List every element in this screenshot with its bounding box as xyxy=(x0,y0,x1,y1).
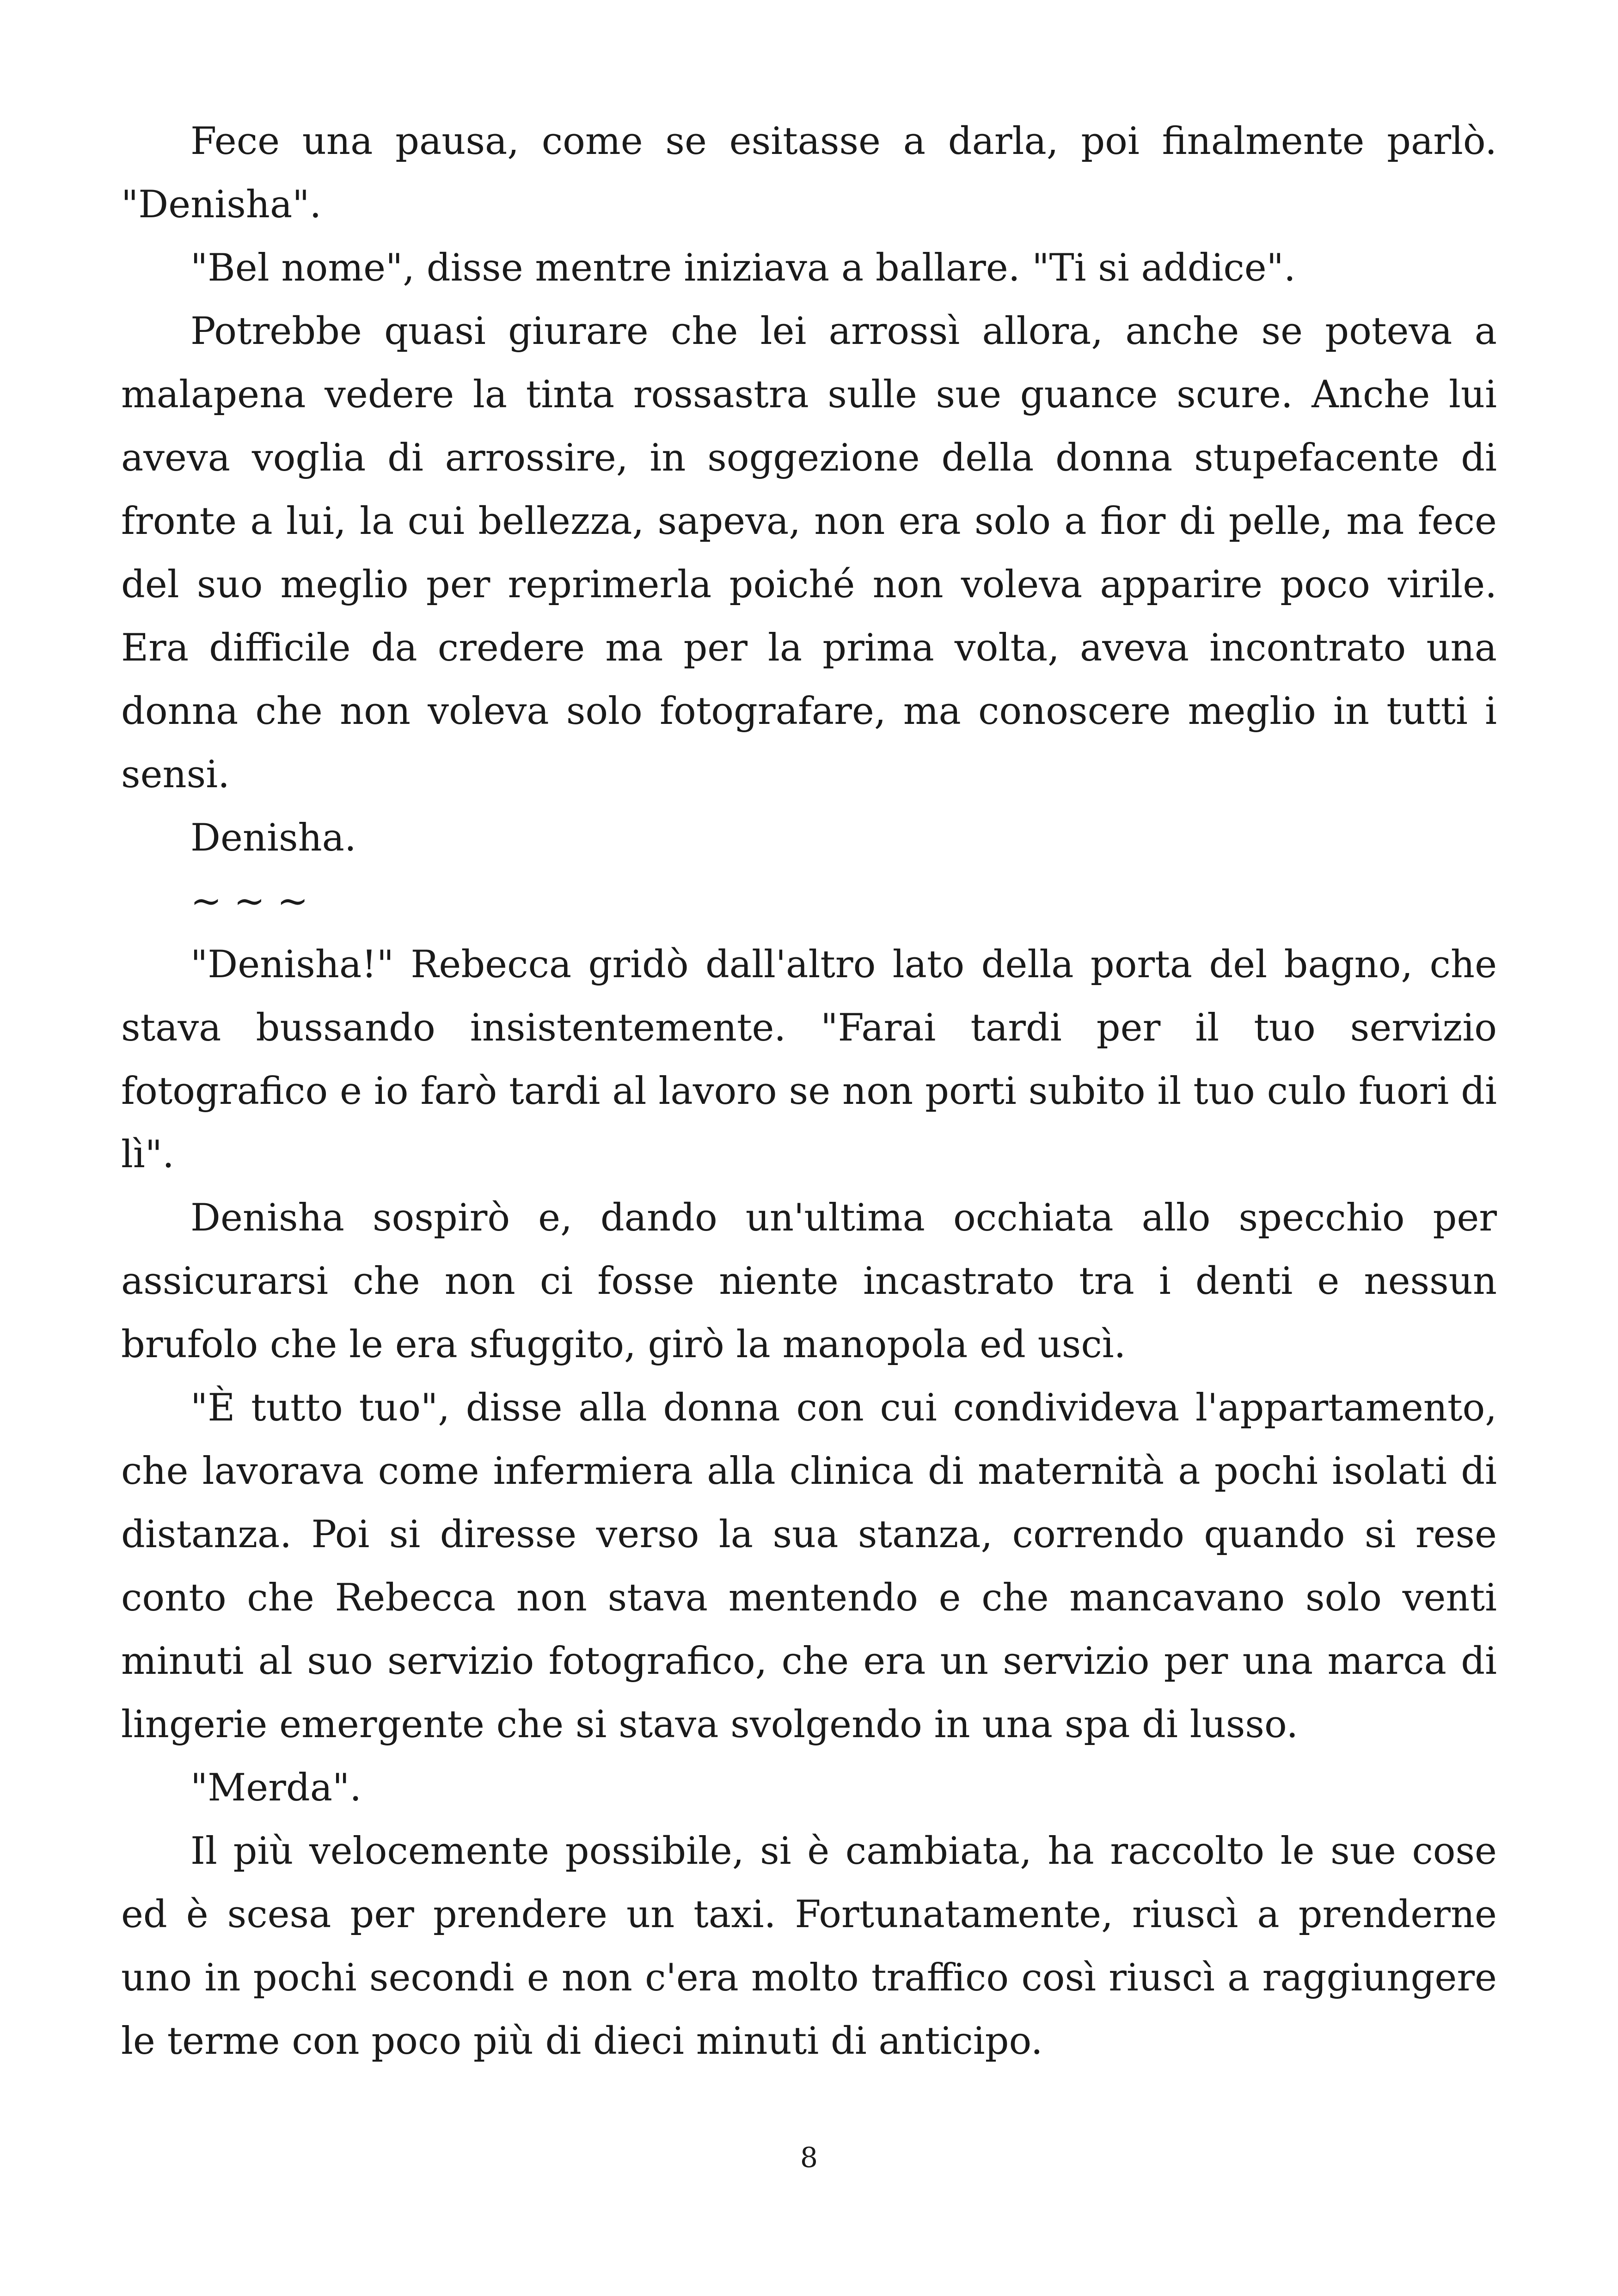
paragraph: "Bel nome", disse mentre iniziava a ballare. "Ti si addice". xyxy=(190,246,1296,290)
page-number: 8 xyxy=(800,2142,818,2174)
paragraph: "Denisha!" Rebecca gridò dall'altro lato della porta del bagno, che stava bussando insistentemente. "Farai tardi per il tuo servizio fotografico e io farò tardi al lavoro se non porti subito il tuo culo fuori di lì". xyxy=(121,943,1497,1176)
paragraph: Fece una pausa, come se esitasse a darla, poi finalmente parlò. "Denisha". xyxy=(121,120,1497,227)
scene-break: ~ ~ ~ xyxy=(190,880,309,923)
paragraph: Potrebbe quasi giurare che lei arrossì allora, anche se poteva a malapena vedere la tinta rossastra sulle sue guance scure. Anche lui aveva voglia di arrossire, in soggezione della donna stupefacente di fronte a lui, la cui bellezza, sapeva, non era solo a fior di pelle, ma fece del suo meglio per reprimerla poiché non voleva apparire poco virile. Era difficile da credere ma per la prima volta, aveva incontrato una donna che non voleva solo fotografare, ma conoscere meglio in tutti i sensi. xyxy=(121,310,1497,796)
paragraph: "Merda". xyxy=(190,1766,362,1810)
paragraph: Denisha sospirò e, dando un'ultima occhiata allo specchio per assicurarsi che non ci fosse niente incastrato tra i denti e nessun brufolo che le era sfuggito, girò la manopola ed uscì. xyxy=(121,1196,1497,1366)
paragraph: "È tutto tuo", disse alla donna con cui condivideva l'appartamento, che lavorava come infermiera alla clinica di maternità a pochi isolati di distanza. Poi si diresse verso la sua stanza, correndo quando si rese conto che Rebecca non stava mentendo e che mancavano solo venti minuti al suo servizio fotografico, che era un servizio per una marca di lingerie emergente che si stava svolgendo in una spa di lusso. xyxy=(121,1386,1497,1746)
body-text xyxy=(121,110,1497,2073)
paragraph: Il più velocemente possibile, si è cambiata, ha raccolto le sue cose ed è scesa per prendere un taxi. Fortunatamente, riuscì a prenderne uno in pochi secondi e non c'era molto traffico così riuscì a raggiungere le terme con poco più di dieci minuti di anticipo. xyxy=(121,1830,1497,2063)
paragraph: Denisha. xyxy=(190,816,356,860)
